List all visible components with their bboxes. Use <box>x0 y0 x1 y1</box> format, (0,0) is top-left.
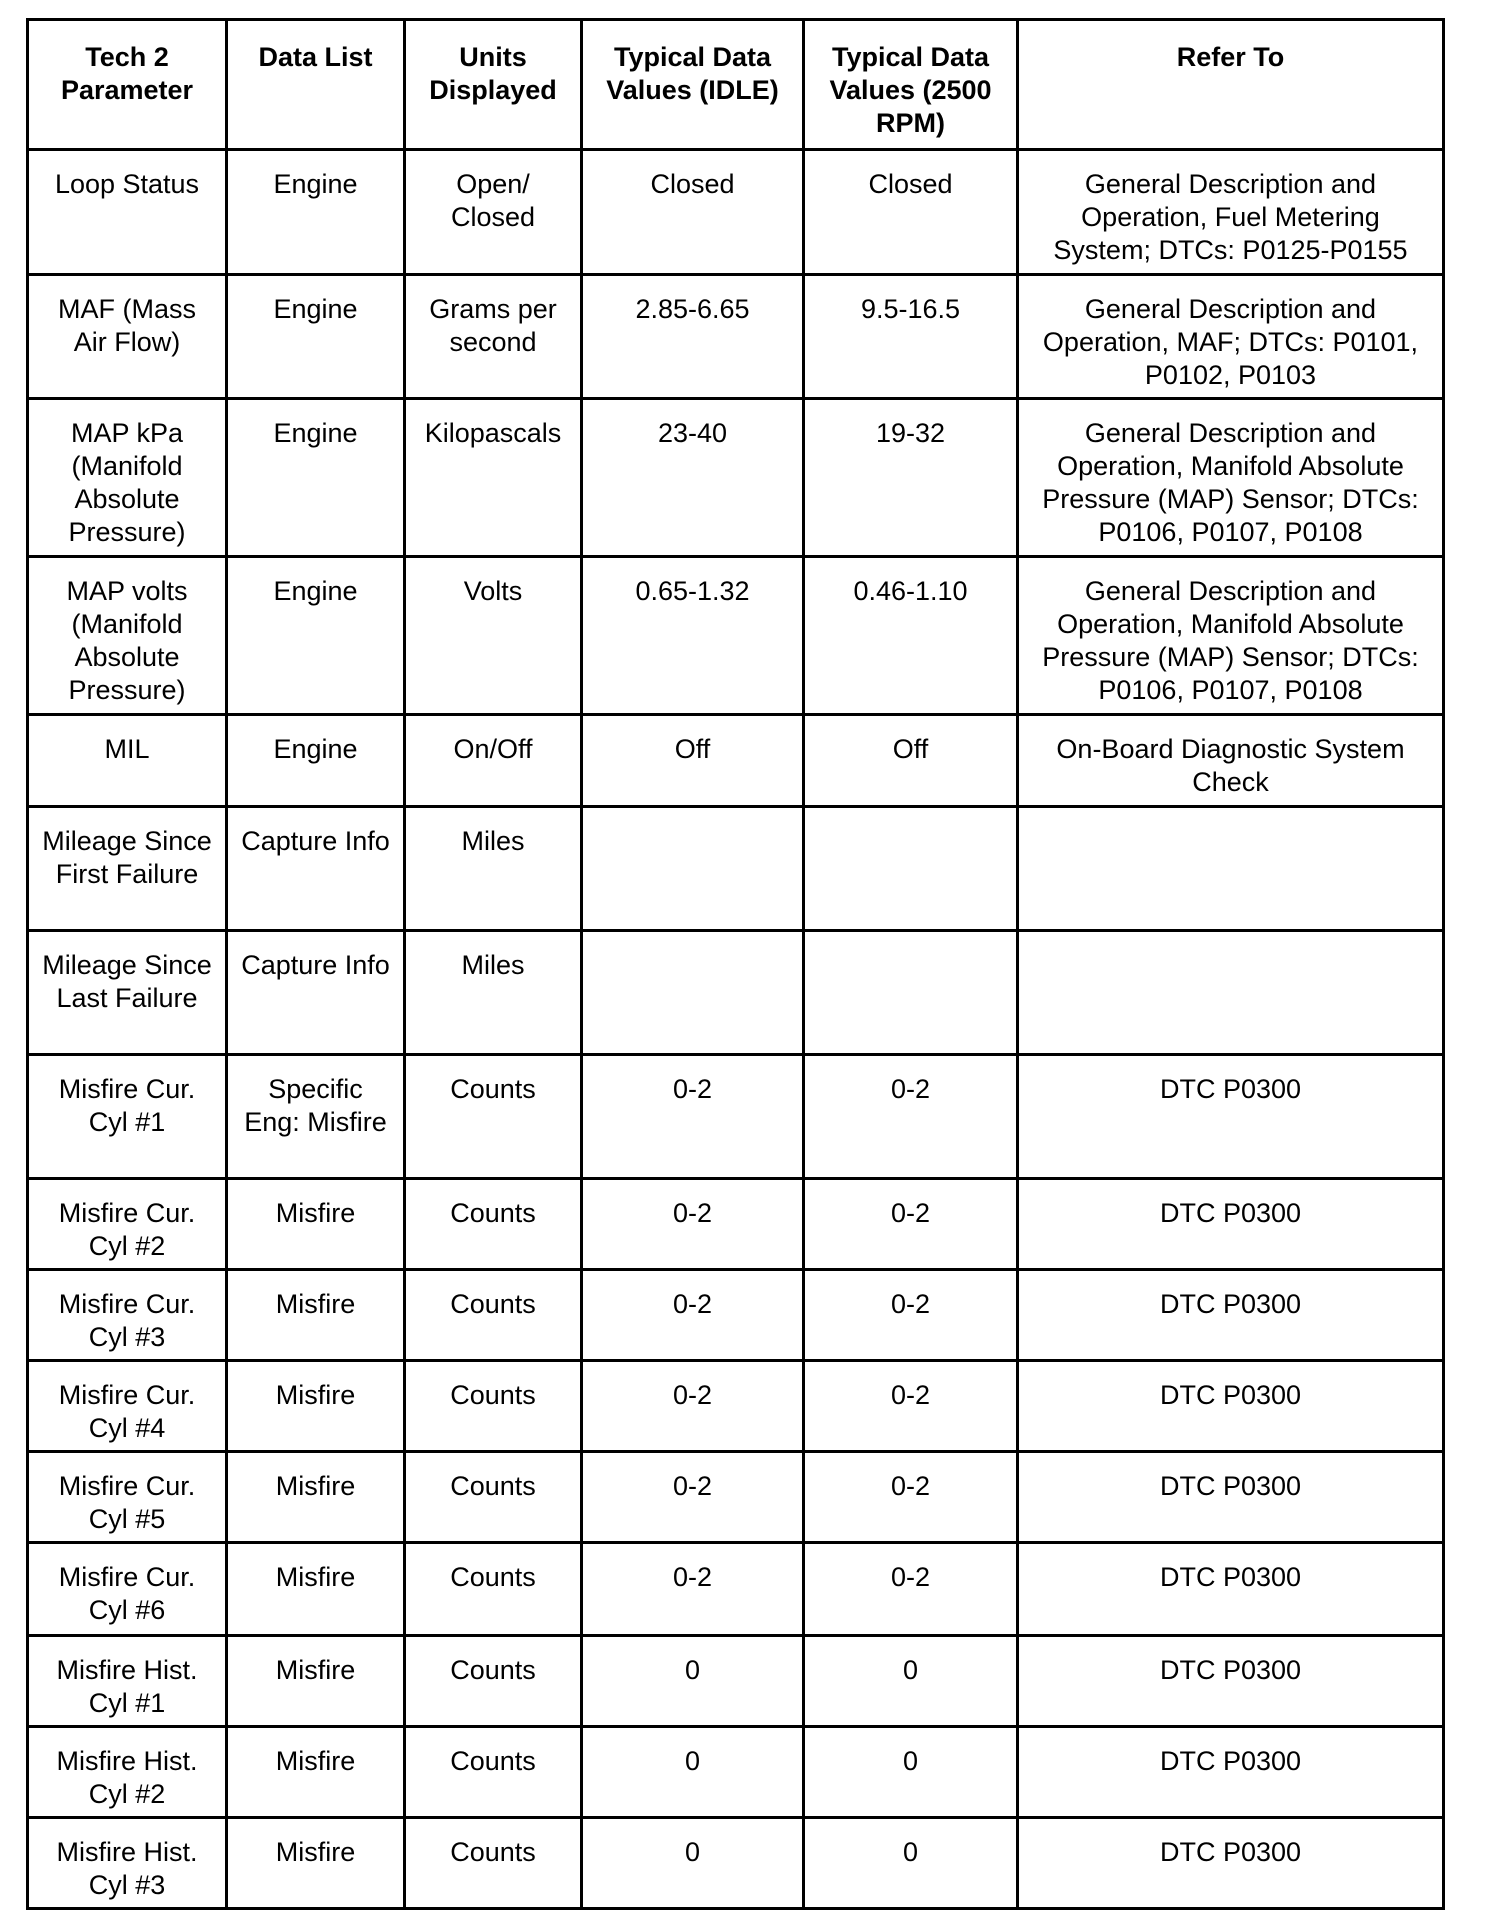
cell-refer-to: DTC P0300 <box>1018 1270 1444 1361</box>
cell-2500rpm <box>804 931 1018 1055</box>
cell-data-list: Misfire <box>227 1270 405 1361</box>
cell-refer-to: General Description and Operation, Manifold Absolute Pressure (MAP) Sensor; DTCs: P0106, P0107, P0108 <box>1018 399 1444 557</box>
cell-data-list: Engine <box>227 715 405 807</box>
cell-units: Counts <box>405 1543 582 1636</box>
cell-parameter: MAP volts (Manifold Absolute Pressure) <box>28 557 227 715</box>
cell-idle <box>582 931 804 1055</box>
cell-parameter: Misfire Hist. Cyl #3 <box>28 1818 227 1909</box>
cell-refer-to: General Description and Operation, Manifold Absolute Pressure (MAP) Sensor; DTCs: P0106, P0107, P0108 <box>1018 557 1444 715</box>
cell-idle: 0 <box>582 1818 804 1909</box>
cell-refer-to: DTC P0300 <box>1018 1818 1444 1909</box>
cell-parameter: Misfire Cur. Cyl #1 <box>28 1055 227 1179</box>
cell-idle: 2.85-6.65 <box>582 275 804 399</box>
cell-data-list: Misfire <box>227 1818 405 1909</box>
cell-units: Counts <box>405 1055 582 1179</box>
cell-idle: 0-2 <box>582 1361 804 1452</box>
cell-2500rpm: 0.46-1.10 <box>804 557 1018 715</box>
cell-idle: Closed <box>582 150 804 275</box>
cell-refer-to: DTC P0300 <box>1018 1727 1444 1818</box>
cell-refer-to: DTC P0300 <box>1018 1452 1444 1543</box>
cell-units: Counts <box>405 1270 582 1361</box>
cell-units: Volts <box>405 557 582 715</box>
cell-2500rpm: Closed <box>804 150 1018 275</box>
table-row <box>28 1727 1444 1818</box>
table-row <box>28 557 1444 715</box>
cell-refer-to: On-Board Diagnostic System Check <box>1018 715 1444 807</box>
cell-refer-to <box>1018 807 1444 931</box>
table-row <box>28 150 1444 275</box>
cell-2500rpm: 0-2 <box>804 1179 1018 1270</box>
cell-2500rpm: 0 <box>804 1636 1018 1727</box>
cell-idle: 0 <box>582 1636 804 1727</box>
cell-data-list: Misfire <box>227 1361 405 1452</box>
cell-2500rpm: 0-2 <box>804 1270 1018 1361</box>
cell-refer-to: DTC P0300 <box>1018 1361 1444 1452</box>
cell-refer-to: DTC P0300 <box>1018 1636 1444 1727</box>
table-row <box>28 1361 1444 1452</box>
cell-idle: 23-40 <box>582 399 804 557</box>
cell-units: Grams per second <box>405 275 582 399</box>
cell-idle: 0-2 <box>582 1270 804 1361</box>
cell-data-list: Misfire <box>227 1452 405 1543</box>
cell-idle: 0-2 <box>582 1055 804 1179</box>
table-row <box>28 1636 1444 1727</box>
cell-units: Counts <box>405 1727 582 1818</box>
cell-parameter: Mileage Since First Failure <box>28 807 227 931</box>
cell-parameter: MIL <box>28 715 227 807</box>
cell-data-list: Engine <box>227 150 405 275</box>
cell-2500rpm: 0-2 <box>804 1055 1018 1179</box>
cell-parameter: Misfire Cur. Cyl #3 <box>28 1270 227 1361</box>
table-row <box>28 1818 1444 1909</box>
table-row <box>28 931 1444 1055</box>
table-row <box>28 399 1444 557</box>
cell-idle: 0.65-1.32 <box>582 557 804 715</box>
cell-parameter: Misfire Cur. Cyl #5 <box>28 1452 227 1543</box>
cell-idle: 0-2 <box>582 1452 804 1543</box>
cell-2500rpm: 0-2 <box>804 1452 1018 1543</box>
cell-2500rpm: 0-2 <box>804 1543 1018 1636</box>
cell-parameter: Loop Status <box>28 150 227 275</box>
cell-units: On/Off <box>405 715 582 807</box>
parameter-table <box>26 18 1445 1910</box>
cell-data-list: Capture Info <box>227 807 405 931</box>
cell-2500rpm: 0 <box>804 1818 1018 1909</box>
cell-2500rpm: 0-2 <box>804 1361 1018 1452</box>
cell-parameter: MAF (Mass Air Flow) <box>28 275 227 399</box>
cell-units: Miles <box>405 807 582 931</box>
cell-refer-to: General Description and Operation, Fuel Metering System; DTCs: P0125-P0155 <box>1018 150 1444 275</box>
header-data-list: Data List <box>227 20 405 150</box>
cell-data-list: Specific Eng: Misfire <box>227 1055 405 1179</box>
header-row <box>28 20 1444 150</box>
cell-2500rpm: 0 <box>804 1727 1018 1818</box>
cell-units: Miles <box>405 931 582 1055</box>
cell-parameter: Misfire Hist. Cyl #1 <box>28 1636 227 1727</box>
header-tech2-parameter: Tech 2 Parameter <box>28 20 227 150</box>
cell-data-list: Misfire <box>227 1727 405 1818</box>
table-row <box>28 1055 1444 1179</box>
cell-units: Counts <box>405 1361 582 1452</box>
table-row <box>28 1452 1444 1543</box>
cell-refer-to: General Description and Operation, MAF; DTCs: P0101, P0102, P0103 <box>1018 275 1444 399</box>
cell-idle <box>582 807 804 931</box>
cell-data-list: Engine <box>227 557 405 715</box>
cell-parameter: Misfire Cur. Cyl #6 <box>28 1543 227 1636</box>
cell-idle: 0-2 <box>582 1543 804 1636</box>
cell-parameter: Misfire Cur. Cyl #4 <box>28 1361 227 1452</box>
table-row <box>28 1179 1444 1270</box>
header-refer-to: Refer To <box>1018 20 1444 150</box>
cell-2500rpm: 19-32 <box>804 399 1018 557</box>
cell-units: Counts <box>405 1452 582 1543</box>
cell-data-list: Misfire <box>227 1179 405 1270</box>
cell-data-list: Capture Info <box>227 931 405 1055</box>
table-row <box>28 807 1444 931</box>
header-typical-idle: Typical Data Values (IDLE) <box>582 20 804 150</box>
cell-refer-to: DTC P0300 <box>1018 1179 1444 1270</box>
cell-refer-to: DTC P0300 <box>1018 1055 1444 1179</box>
table-row <box>28 275 1444 399</box>
cell-data-list: Misfire <box>227 1636 405 1727</box>
cell-parameter: Mileage Since Last Failure <box>28 931 227 1055</box>
cell-data-list: Engine <box>227 399 405 557</box>
cell-refer-to <box>1018 931 1444 1055</box>
cell-2500rpm <box>804 807 1018 931</box>
header-typical-2500rpm: Typical Data Values (2500 RPM) <box>804 20 1018 150</box>
cell-idle: 0 <box>582 1727 804 1818</box>
cell-units: Counts <box>405 1179 582 1270</box>
cell-parameter: MAP kPa (Manifold Absolute Pressure) <box>28 399 227 557</box>
cell-idle: Off <box>582 715 804 807</box>
cell-2500rpm: Off <box>804 715 1018 807</box>
table-row <box>28 1270 1444 1361</box>
cell-idle: 0-2 <box>582 1179 804 1270</box>
cell-units: Kilopascals <box>405 399 582 557</box>
cell-data-list: Engine <box>227 275 405 399</box>
cell-units: Open/ Closed <box>405 150 582 275</box>
table-row <box>28 1543 1444 1636</box>
header-units-displayed: Units Displayed <box>405 20 582 150</box>
cell-units: Counts <box>405 1818 582 1909</box>
cell-parameter: Misfire Cur. Cyl #2 <box>28 1179 227 1270</box>
table-row <box>28 715 1444 807</box>
cell-data-list: Misfire <box>227 1543 405 1636</box>
cell-parameter: Misfire Hist. Cyl #2 <box>28 1727 227 1818</box>
cell-units: Counts <box>405 1636 582 1727</box>
cell-2500rpm: 9.5-16.5 <box>804 275 1018 399</box>
cell-refer-to: DTC P0300 <box>1018 1543 1444 1636</box>
